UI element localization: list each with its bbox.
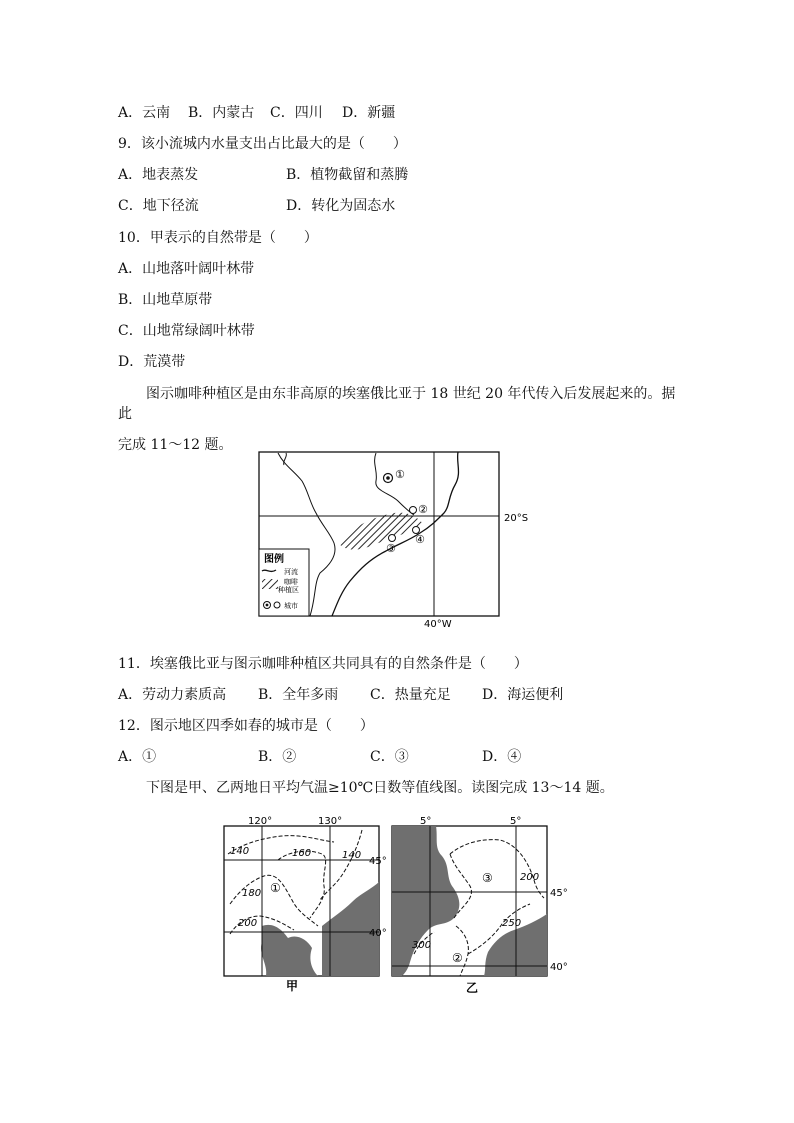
legend-city-label: 城市 bbox=[284, 602, 298, 610]
map-yi-caption: 乙 bbox=[466, 981, 479, 995]
q11-option-a: A．劳动力素质高 bbox=[118, 687, 227, 703]
city-2-marker bbox=[410, 507, 417, 514]
legend-city-symbol bbox=[274, 602, 280, 608]
map-yi-mark2: ② bbox=[452, 951, 463, 965]
map-jia-iso4: 180 bbox=[242, 888, 262, 899]
city-4-label: ④ bbox=[415, 533, 425, 546]
q9-option-d: D．转化为固态水 bbox=[286, 198, 396, 214]
q9-stem: 9．该小流城内水量支出占比最大的是（ ） bbox=[118, 136, 407, 152]
q10-option-c: C．山地常绿阔叶林带 bbox=[118, 323, 255, 339]
map-yi-lon1: 5° bbox=[420, 816, 432, 827]
q8-option-c: C．四川 bbox=[270, 105, 323, 121]
q11-stem: 11．埃塞俄比亚与图示咖啡种植区共同具有的自然条件是（ ） bbox=[118, 656, 528, 672]
q12-stem: 12．图示地区四季如春的城市是（ ） bbox=[118, 718, 374, 734]
legend-coffee-label-1: 咖啡 bbox=[284, 578, 298, 586]
city-2-label: ② bbox=[418, 503, 428, 516]
map-yi-iso2: 250 bbox=[502, 918, 522, 929]
q11-option-b: B．全年多雨 bbox=[258, 687, 339, 703]
passage-coffee-line2: 完成 11～12 题。 bbox=[118, 437, 233, 453]
map-jia-iso1: 140 bbox=[230, 846, 250, 857]
map-jia-lon2: 130° bbox=[318, 816, 343, 827]
coffee-region-map bbox=[258, 451, 528, 631]
map-jia bbox=[222, 814, 387, 996]
q11-option-c: C．热量充足 bbox=[370, 687, 451, 703]
map-jia-lon1: 120° bbox=[248, 816, 273, 827]
city-1-label: ① bbox=[395, 468, 405, 481]
map-jia-mark: ① bbox=[270, 881, 281, 895]
q12-option-c: C．③ bbox=[370, 749, 409, 765]
legend-coffee-label-2: 种植区 bbox=[278, 586, 299, 594]
lon-label: 40°W bbox=[424, 619, 452, 630]
passage-coffee-line1: 图示咖啡种植区是由东非高原的埃塞俄比亚于 18 世纪 20 年代传入后发展起来的。据此 bbox=[118, 386, 676, 422]
q10-stem: 10．甲表示的自然带是（ ） bbox=[118, 230, 318, 246]
city-3-label: ③ bbox=[386, 542, 396, 555]
map-jia-lat2: 40° bbox=[369, 928, 387, 939]
passage-isotherm: 下图是甲、乙两地日平均气温≥10℃日数等值线图。读图完成 13～14 题。 bbox=[146, 780, 614, 796]
q12-option-b: B．② bbox=[258, 749, 297, 765]
legend-title: 图例 bbox=[264, 554, 284, 565]
map-jia-iso5: 200 bbox=[238, 918, 258, 929]
lat-label: 20°S bbox=[504, 513, 529, 524]
legend-city-capital-dot bbox=[266, 604, 269, 607]
q10-option-d: D．荒漠带 bbox=[118, 354, 186, 370]
q9-option-a: A．地表蒸发 bbox=[118, 167, 199, 183]
city-3-marker bbox=[389, 535, 396, 542]
q11-option-d: D．海运便利 bbox=[482, 687, 564, 703]
map-yi-lat2: 40° bbox=[550, 962, 568, 973]
city-capital-dot bbox=[386, 476, 390, 480]
map-yi-iso3: 300 bbox=[412, 940, 432, 951]
q9-option-b: B．植物截留和蒸腾 bbox=[286, 167, 409, 183]
q12-option-d: D．④ bbox=[482, 749, 522, 765]
q8-option-a: A．云南 bbox=[118, 105, 171, 121]
map-yi bbox=[390, 814, 570, 996]
q8-option-b: B．内蒙古 bbox=[188, 105, 255, 121]
q12-option-a: A．① bbox=[118, 749, 157, 765]
map-yi-lat1: 45° bbox=[550, 888, 568, 899]
q10-option-b: B．山地草原带 bbox=[118, 292, 213, 308]
q9-option-c: C．地下径流 bbox=[118, 198, 199, 214]
passage-coffee bbox=[118, 384, 678, 455]
map-jia-iso2: 160 bbox=[292, 848, 312, 859]
map-yi-lon2: 5° bbox=[510, 816, 522, 827]
map-jia-lat1: 45° bbox=[369, 856, 387, 867]
map-yi-iso1: 200 bbox=[520, 872, 540, 883]
map-yi-mark1: ③ bbox=[482, 871, 493, 885]
legend-coffee-symbol bbox=[262, 579, 278, 589]
map-jia-caption: 甲 bbox=[286, 979, 299, 993]
q10-option-a: A．山地落叶阔叶林带 bbox=[118, 261, 255, 277]
legend-river-label: 河流 bbox=[284, 568, 298, 576]
map-jia-iso3: 140 bbox=[342, 850, 362, 861]
q8-option-d: D．新疆 bbox=[342, 105, 396, 121]
